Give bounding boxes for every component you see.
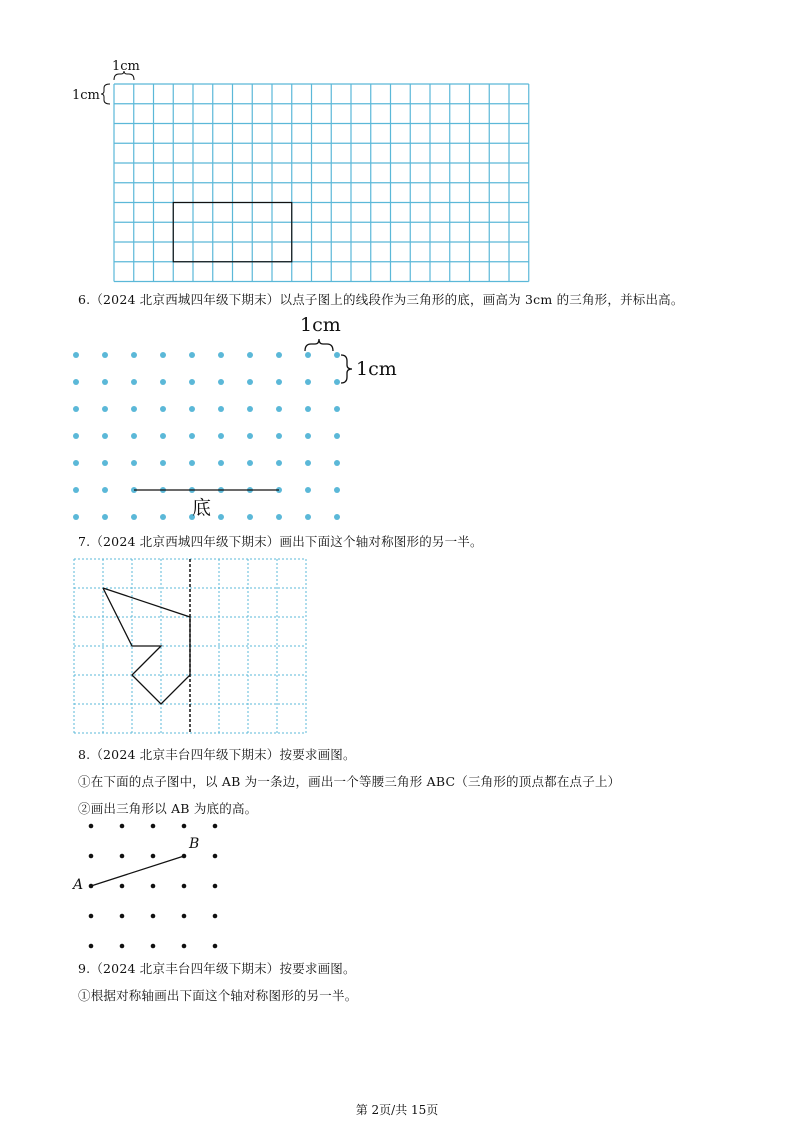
grid-dot (120, 944, 125, 949)
grid-dot (182, 914, 187, 919)
grid-dot (182, 944, 187, 949)
question-8-text: 8.（2024 北京丰台四年级下期末）按要求画图。 (78, 747, 356, 762)
grid-dot (89, 944, 94, 949)
grid-unit-label-left: 1cm (72, 88, 100, 103)
grid-dot (89, 854, 94, 859)
grid-dot (151, 884, 156, 889)
question-8-step-1: ①在下面的点子图中，以 AB 为一条边，画出一个等腰三角形 ABC（三角形的顶点都在点子上） (78, 774, 621, 789)
grid-dot (89, 914, 94, 919)
grid-dot (89, 824, 94, 829)
grid-dot (120, 824, 125, 829)
dot-unit-label-top: 1cm (300, 314, 341, 336)
dot-unit-label-right: 1cm (356, 358, 397, 380)
grid-dot (182, 824, 187, 829)
grid-dot (120, 884, 125, 889)
grid-dot (182, 884, 187, 889)
grid-unit-label-top: 1cm (112, 59, 140, 74)
point-a-label: A (73, 877, 84, 893)
grid-dot (213, 824, 218, 829)
question-8-step-2: ②画出三角形以 AB 为底的高。 (78, 801, 258, 816)
point-b-label: B (189, 836, 200, 852)
grid-dot (151, 824, 156, 829)
grid-dot (151, 914, 156, 919)
question-9-step-1: ①根据对称轴画出下面这个轴对称图形的另一半。 (78, 988, 358, 1003)
question-9-text: 9.（2024 北京丰台四年级下期末）按要求画图。 (78, 961, 356, 976)
base-label: 底 (192, 497, 212, 519)
grid-dot (213, 914, 218, 919)
grid-dot (213, 884, 218, 889)
page-number: 第 2页/共 15页 (355, 1103, 439, 1117)
question-7-text: 7.（2024 北京西城四年级下期末）画出下面这个轴对称图形的另一半。 (78, 534, 483, 549)
grid-dot (120, 914, 125, 919)
segment-ab (91, 856, 184, 886)
question-6-text: 6.（2024 北京西城四年级下期末）以点子图上的线段作为三角形的底，画高为 3cm 的三角形，并标出高。 (78, 292, 684, 307)
grid-dot (213, 854, 218, 859)
grid-dot (151, 854, 156, 859)
grid-dot (120, 854, 125, 859)
grid-dot (213, 944, 218, 949)
grid-dot (151, 944, 156, 949)
